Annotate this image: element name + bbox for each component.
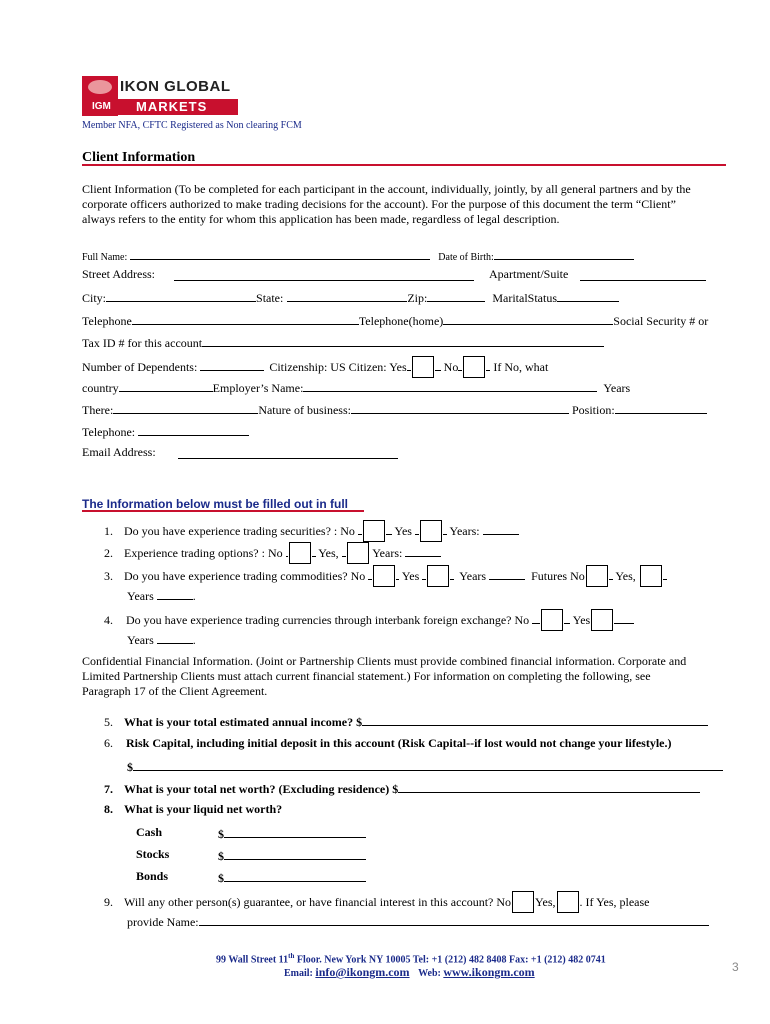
street-label: Street Address: [82,267,155,281]
question-5 [104,713,708,730]
marital-field[interactable] [557,289,619,302]
q4-years-label: Years [127,633,154,647]
city-label: City: [82,291,107,305]
confidential-line-3: Paragraph 17 of the Client Agreement. [82,684,268,698]
question-7 [104,780,700,797]
stocks-dollar: $ [218,849,224,863]
q3-yes-label: Yes [401,569,420,583]
q9-if-yes: . If Yes, please [579,895,650,909]
q7-number: 7. [104,782,113,796]
stocks-row [218,847,366,864]
q8-text: What is your liquid net worth? [124,802,283,816]
q1-number: 1. [104,524,113,538]
tax-id-label: Tax ID # for this account [82,336,203,350]
question-4 [104,609,634,631]
dependents-label: Number of Dependents: [82,360,198,374]
info-heading: The Information below must be filled out in full [82,497,348,511]
bonds-row [218,869,366,886]
telephone-home-label: Telephone(home) [358,314,444,328]
q7-text: What is your total net worth? (Excluding residence) $ [124,782,399,796]
dob-field[interactable] [494,247,634,260]
q6-field[interactable] [133,758,723,771]
if-no-label: If No, what [493,360,549,374]
q4-years-row: Years . [127,633,196,647]
q4-yes-label: Yes [572,613,591,627]
q9-yes-label: Yes, [535,895,556,909]
question-6 [104,736,672,751]
position-field[interactable] [615,401,707,414]
state-label: State: [256,291,284,305]
position-label: Position: [571,403,615,417]
footer-email-label: Email: [284,968,316,979]
dob-label: Date of Birth: [438,252,494,263]
q1-no-checkbox[interactable] [363,520,385,542]
tax-id-field[interactable] [202,334,604,347]
bonds-field[interactable] [224,869,366,882]
q1-text: Do you have experience trading securities? : No [124,524,355,538]
employer-label: Employer’s Name: [212,381,304,395]
q4-no-checkbox[interactable] [541,609,563,631]
q9-number: 9. [104,895,113,909]
nature-label: Nature of business: [258,403,351,417]
confidential-line-2: Limited Partnership Clients must attach current financial statement.) For information on completing the following, see [82,669,651,683]
q3-futures-label: Futures No [531,569,585,583]
q2-yes-label: Yes, [318,546,339,560]
email-field[interactable] [178,446,398,459]
logo-text-line2: MARKETS [136,99,208,114]
q5-number: 5. [104,715,113,729]
q3-years2-field[interactable] [157,587,193,600]
page-number: 3 [732,960,739,974]
q3-futures-no-checkbox[interactable] [586,565,608,587]
dependents-row [82,356,548,378]
citizen-yes-checkbox[interactable] [412,356,434,378]
apartment-label: Apartment/Suite [489,267,569,281]
q9-yes-checkbox[interactable] [557,891,579,913]
question-9 [104,891,650,913]
there-row [82,401,707,418]
q9-provide-label: provide Name: [127,915,199,929]
telephone2-label: Telephone: [82,425,136,439]
state-field[interactable] [287,289,407,302]
confidential-line-1: Confidential Financial Information. (Joint or Partnership Clients must provide combined financial information. Corporate and [82,654,687,668]
q5-text: What is your total estimated annual income? $ [124,715,363,729]
question-1 [104,520,519,542]
telephone2-row [82,423,249,440]
q3-no-checkbox[interactable] [373,565,395,587]
city-row [82,289,619,306]
q1-years-field[interactable] [483,522,519,535]
employer-field[interactable] [303,379,597,392]
cash-field[interactable] [224,825,366,838]
intro-line-1: Client Information (To be completed for each participant in the account, individually, jointly, by all general partners and by the [82,182,691,196]
question-8 [104,802,282,817]
q6-number: 6. [104,736,113,750]
citizen-no-label: No [443,360,459,374]
cash-row [218,825,366,842]
q3-yes-checkbox[interactable] [427,565,449,587]
footer-web-link[interactable]: www.ikongm.com [443,965,535,979]
country-field[interactable] [119,379,213,392]
q3-years2-row: Years . [127,589,196,603]
street-field[interactable] [174,268,474,281]
q2-text: Experience trading options? : No [124,546,283,560]
logo-text-line1: IKON GLOBAL [120,78,231,95]
footer-address-sup: th [288,952,295,960]
years-label: Years [603,381,631,395]
question-3 [104,565,667,587]
telephone-label: Telephone [82,314,132,328]
q3-years2-label: Years [127,589,154,603]
q2-years-label: Years: [372,546,403,560]
zip-field[interactable] [427,289,485,302]
info-heading-rule [82,510,364,512]
telephone-home-field[interactable] [443,312,613,325]
q9-name-field[interactable] [199,913,709,926]
zip-label: Zip: [407,291,428,305]
there-label: There: [82,403,114,417]
q2-no-checkbox[interactable] [289,542,311,564]
q3-futures-yes-label: Yes, [615,569,636,583]
dependents-field[interactable] [200,358,264,371]
q9-no-checkbox[interactable] [512,891,534,913]
q3-text: Do you have experience trading commodities? No [124,569,366,583]
citizenship-label: Citizenship: US Citizen: Yes [269,360,407,374]
q6-amount-row [127,758,723,775]
question-2 [104,542,441,564]
q2-number: 2. [104,546,113,560]
bonds-label: Bonds [136,869,169,883]
q6-text: Risk Capital, including initial deposit in this account (Risk Capital--if lost would not change your lifestyle.) [126,736,672,750]
cash-dollar: $ [218,827,224,841]
ssn-label: Social Security # or [613,314,709,328]
full-name-row [82,247,634,263]
footer-web-label: Web: [418,968,444,979]
intro-line-3: always refers to the entity for whom this application has been made, regardless of legal description. [82,212,560,226]
footer-address-post: Floor. New York NY 10005 Tel: +1 (212) 482 8408 Fax: +1 (212) 482 0741 [294,954,606,966]
tagline: Member NFA, CFTC Registered as Non clearing FCM [82,120,302,131]
q6-dollar: $ [127,760,133,774]
q9-text: Will any other person(s) guarantee, or have financial interest in this account? No [124,895,512,909]
intro-line-2: corporate officers authorized to make trading decisions for the account). For the purpose of this document the term “Client” [82,197,676,211]
q4-number: 4. [104,613,113,627]
q2-yes-checkbox[interactable] [347,542,369,564]
apartment-field[interactable] [580,268,706,281]
telephone-field[interactable] [132,312,359,325]
bonds-dollar: $ [218,871,224,885]
footer-contact [284,965,535,980]
q5-field[interactable] [362,713,708,726]
q3-number: 3. [104,569,113,583]
full-name-label: Full Name: [82,252,128,263]
logo-abbr: IGM [92,101,111,112]
there-field[interactable] [113,401,258,414]
q3-futures-yes-checkbox[interactable] [640,565,662,587]
email-label: Email Address: [82,445,156,459]
telephone-row [82,312,708,329]
q8-number: 8. [104,802,113,816]
q3-years-field[interactable] [489,567,525,580]
footer-email-link[interactable]: info@ikongm.com [315,965,410,979]
q1-yes-label: Yes [394,524,412,538]
q4-yes-checkbox[interactable] [591,609,613,631]
stocks-label: Stocks [136,847,170,861]
city-field[interactable] [106,289,256,302]
citizen-no-checkbox[interactable] [463,356,485,378]
marital-label: MaritalStatus [492,291,558,305]
q7-field[interactable] [398,780,700,793]
section-title: Client Information [82,150,196,165]
footer-address [216,952,606,965]
country-row [82,379,630,396]
q4-text: Do you have experience trading currencies through interbank foreign exchange? No [126,613,530,627]
q9-provide-row [127,913,709,930]
full-name-field[interactable] [130,247,430,260]
stocks-field[interactable] [224,847,366,860]
q4-years-field[interactable] [157,631,193,644]
footer-address-pre: 99 Wall Street 11 [216,954,289,966]
telephone2-field[interactable] [138,423,249,436]
q1-years-label: Years: [449,524,480,538]
section-rule [82,164,726,166]
q2-years-field[interactable] [405,544,441,557]
tax-id-row [82,334,604,351]
q3-years-label: Years [459,569,487,583]
country-label: country [82,381,119,395]
nature-field[interactable] [351,401,569,414]
cash-label: Cash [136,825,163,839]
q1-yes-checkbox[interactable] [420,520,442,542]
